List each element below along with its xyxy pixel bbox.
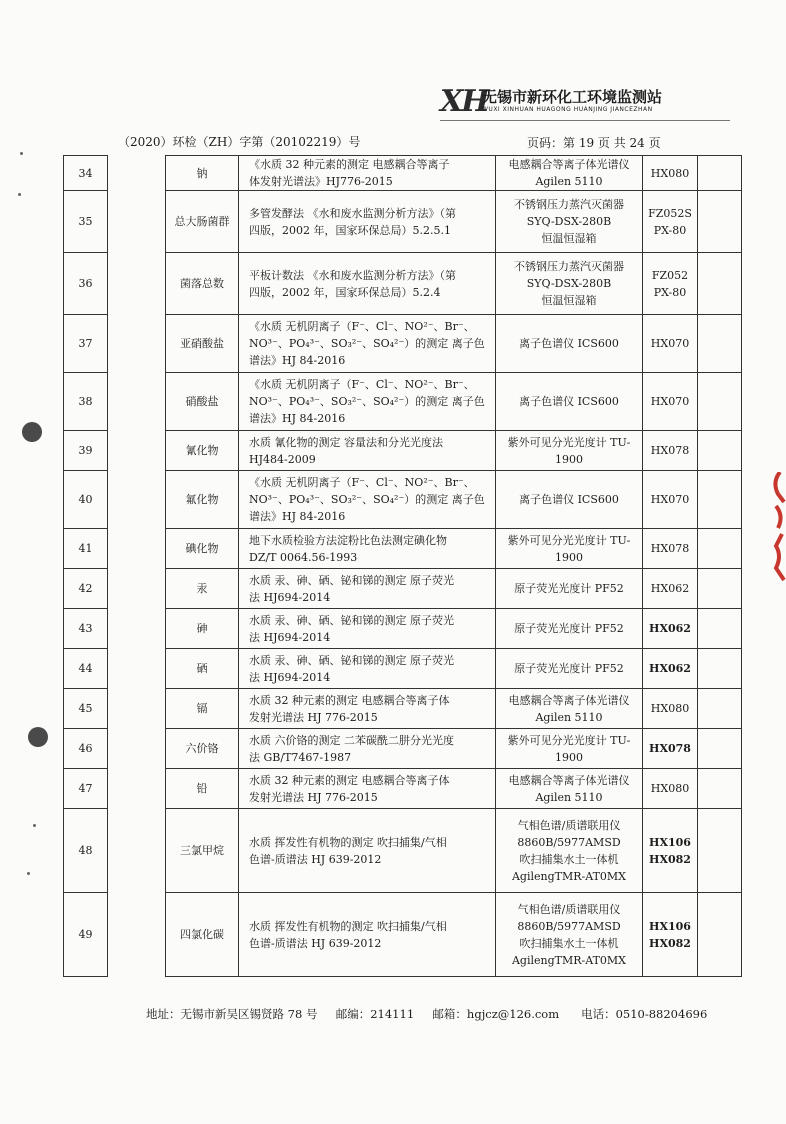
remark-cell	[698, 373, 742, 431]
row-number-cell: 42	[64, 569, 108, 609]
instrument-line: 8860B/5977AMSD	[517, 919, 621, 933]
table-row	[64, 315, 742, 373]
instrument-line: AgilengTMR-AT0MX	[511, 869, 627, 883]
test-item-cell: 碘化物	[166, 529, 239, 569]
code-line: HX080	[650, 702, 690, 715]
instrument-line: SYQ-DSX-280B	[526, 277, 612, 290]
method-cell	[239, 373, 496, 431]
instrument-cell	[496, 809, 643, 893]
test-item-cell: 三氯甲烷	[166, 809, 239, 893]
row-number-cell: 35	[64, 191, 108, 253]
instrument-line: Agilen 5110	[535, 710, 603, 724]
footer	[146, 1006, 707, 1022]
remark-cell	[698, 729, 742, 769]
row-number-cell: 41	[64, 529, 108, 569]
row-number-cell: 49	[64, 893, 108, 977]
instrument-code-cell	[643, 191, 698, 253]
category-cell	[108, 569, 166, 609]
code-line: HX080	[650, 166, 690, 180]
category-cell	[108, 769, 166, 809]
method-line: 平板计数法 《水和废水监测分析方法》（第	[249, 268, 456, 282]
instrument-code-cell	[643, 529, 698, 569]
instrument-line: 电感耦合等离子体光谱仪	[508, 158, 630, 171]
method-line: 谱法》HJ 84-2016	[249, 510, 346, 523]
row-number-cell: 37	[64, 315, 108, 373]
code-line: HX106	[649, 835, 691, 849]
table-row	[64, 191, 742, 253]
remark-cell	[698, 253, 742, 315]
footer-email: 邮箱：hgjcz@126.com	[432, 1007, 560, 1021]
instrument-line: 8860B/5977AMSD	[517, 835, 621, 849]
page-info: 页码：第 19 页 共 24 页	[527, 136, 661, 150]
method-cell	[239, 649, 496, 689]
method-cell	[239, 689, 496, 729]
method-line: 发射光谱法 HJ 776-2015	[249, 710, 378, 724]
category-cell	[108, 253, 166, 315]
instrument-code-cell	[643, 729, 698, 769]
table-row	[64, 156, 742, 191]
test-item-cell: 氰化物	[166, 431, 239, 471]
instrument-code-cell	[643, 689, 698, 729]
remark-cell	[698, 689, 742, 729]
table-row	[64, 569, 742, 609]
instrument-line: 离子色谱仪 ICS600	[519, 493, 619, 506]
instrument-cell	[496, 529, 643, 569]
red-stamp-edge	[770, 472, 786, 582]
method-line: 体发射光谱法》HJ776-2015	[249, 175, 393, 188]
method-line: 法 HJ694-2014	[249, 630, 331, 644]
row-number-cell: 45	[64, 689, 108, 729]
method-line: DZ/T 0064.56-1993	[249, 550, 358, 564]
method-cell	[239, 471, 496, 529]
instrument-cell	[496, 156, 643, 191]
instrument-cell	[496, 689, 643, 729]
test-item-cell: 氟化物	[166, 471, 239, 529]
method-cell	[239, 253, 496, 315]
instrument-line: 恒温恒湿箱	[541, 232, 597, 245]
code-line: PX-80	[653, 285, 687, 299]
instrument-line: 电感耦合等离子体光谱仪	[508, 773, 630, 787]
header-divider	[440, 120, 730, 121]
remark-cell	[698, 649, 742, 689]
code-line: FZ052	[651, 268, 689, 282]
method-cell	[239, 569, 496, 609]
remark-cell	[698, 569, 742, 609]
method-cell	[239, 191, 496, 253]
footer-address: 地址：无锡市新吴区锡贤路 78 号	[146, 1007, 318, 1021]
table-row	[64, 471, 742, 529]
code-line: HX082	[649, 936, 691, 950]
category-cell	[108, 191, 166, 253]
scan-dot	[18, 193, 21, 196]
table-row	[64, 689, 742, 729]
test-item-cell: 总大肠菌群	[166, 191, 239, 253]
remark-cell	[698, 431, 742, 471]
instrument-line: 离子色谱仪 ICS600	[519, 395, 619, 408]
method-line: 四版，2002 年，国家环保总局）5.2.4	[249, 285, 441, 299]
code-line: HX078	[649, 742, 691, 755]
method-line: 谱法》HJ 84-2016	[249, 412, 346, 425]
code-line: HX070	[650, 337, 690, 350]
table-row	[64, 253, 742, 315]
code-line: HX070	[650, 395, 690, 408]
category-cell	[108, 893, 166, 977]
instrument-cell	[496, 431, 643, 471]
table-row	[64, 431, 742, 471]
method-line: 水质 汞、砷、硒、铋和锑的测定 原子荧光	[249, 613, 454, 627]
remark-cell	[698, 809, 742, 893]
instrument-line: 原子荧光光度计 PF52	[514, 622, 624, 635]
remark-cell	[698, 315, 742, 373]
method-line: NO³⁻、PO₄³⁻、SO₃²⁻、SO₄²⁻）的测定 离子色	[249, 493, 485, 506]
method-line: 水质 32 种元素的测定 电感耦合等离子体	[249, 693, 450, 707]
method-cell	[239, 809, 496, 893]
scan-dot	[20, 152, 23, 155]
category-cell	[108, 729, 166, 769]
method-line: 色谱-质谱法 HJ 639-2012	[249, 936, 382, 950]
code-line: HX062	[650, 582, 690, 595]
instrument-code-cell	[643, 609, 698, 649]
company-logo	[440, 84, 680, 118]
instrument-line: 紫外可见分光光度计 TU-1900	[507, 435, 631, 466]
table-row	[64, 769, 742, 809]
remark-cell	[698, 893, 742, 977]
method-line: 多管发酵法 《水和废水监测分析方法》（第	[249, 206, 456, 220]
category-cell	[108, 315, 166, 373]
instrument-code-cell	[643, 373, 698, 431]
company-name-en: WUXI XINHUAN HUAGONG HUANJING JIANCEZHAN	[482, 106, 653, 113]
method-line: 《水质 无机阴离子（F⁻、Cl⁻、NO²⁻、Br⁻、	[249, 320, 475, 333]
code-line: HX078	[650, 542, 690, 555]
instrument-cell	[496, 253, 643, 315]
remark-cell	[698, 471, 742, 529]
method-line: 水质 挥发性有机物的测定 吹扫捕集/气相	[249, 835, 447, 849]
test-item-cell: 镉	[166, 689, 239, 729]
code-line: PX-80	[653, 223, 687, 237]
remark-cell	[698, 191, 742, 253]
punch-hole-top	[22, 422, 42, 442]
method-line: 水质 六价铬的测定 二苯碳酰二肼分光光度	[249, 733, 454, 747]
instrument-code-cell	[643, 471, 698, 529]
instrument-cell	[496, 729, 643, 769]
test-item-cell: 亚硝酸盐	[166, 315, 239, 373]
code-line: HX080	[650, 782, 690, 795]
instrument-line: Agilen 5110	[535, 790, 603, 804]
method-line: 谱法》HJ 84-2016	[249, 354, 346, 367]
method-line: HJ484-2009	[249, 452, 316, 466]
category-cell	[108, 431, 166, 471]
row-number-cell: 36	[64, 253, 108, 315]
row-number-cell: 38	[64, 373, 108, 431]
method-line: 水质 氰化物的测定 容量法和分光光度法	[249, 435, 443, 449]
instrument-code-cell	[643, 431, 698, 471]
method-cell	[239, 431, 496, 471]
instrument-cell	[496, 471, 643, 529]
method-cell	[239, 315, 496, 373]
instrument-code-cell	[643, 809, 698, 893]
method-cell	[239, 729, 496, 769]
remark-cell	[698, 156, 742, 191]
instrument-cell	[496, 893, 643, 977]
table-row	[64, 373, 742, 431]
instrument-code-cell	[643, 253, 698, 315]
logo-mark: XH	[440, 84, 488, 119]
row-number-cell: 48	[64, 809, 108, 893]
category-cell	[108, 471, 166, 529]
category-cell	[108, 529, 166, 569]
table-row	[64, 529, 742, 569]
instrument-code-cell	[643, 315, 698, 373]
test-item-cell: 铅	[166, 769, 239, 809]
table-row	[64, 649, 742, 689]
table-row	[64, 809, 742, 893]
test-methods-table	[63, 155, 742, 977]
instrument-line: 不锈钢压力蒸汽灭菌器	[514, 260, 624, 273]
row-number-cell: 40	[64, 471, 108, 529]
instrument-line: 气相色谱/质谱联用仪	[517, 902, 621, 916]
code-line: HX078	[650, 444, 690, 457]
instrument-code-cell	[643, 769, 698, 809]
instrument-line: 气相色谱/质谱联用仪	[517, 818, 621, 832]
category-cell	[108, 689, 166, 729]
row-number-cell: 46	[64, 729, 108, 769]
category-cell	[108, 809, 166, 893]
method-cell	[239, 769, 496, 809]
method-line: 水质 汞、砷、硒、铋和锑的测定 原子荧光	[249, 653, 454, 667]
instrument-code-cell	[643, 156, 698, 191]
instrument-line: 原子荧光光度计 PF52	[514, 662, 624, 675]
instrument-line: 吹扫捕集水土一体机	[519, 936, 619, 950]
category-cell	[108, 649, 166, 689]
code-line: FZ052S	[648, 206, 692, 220]
remark-cell	[698, 769, 742, 809]
instrument-cell	[496, 769, 643, 809]
method-line: 四版，2002 年，国家环保总局）5.2.5.1	[249, 223, 451, 237]
method-line: 色谱-质谱法 HJ 639-2012	[249, 852, 382, 866]
row-number-cell: 34	[64, 156, 108, 191]
row-number-cell: 47	[64, 769, 108, 809]
footer-phone: 电话：0510-88204696	[581, 1007, 708, 1021]
method-line: 《水质 32 种元素的测定 电感耦合等离子	[249, 158, 450, 171]
row-number-cell: 43	[64, 609, 108, 649]
instrument-line: SYQ-DSX-280B	[526, 215, 612, 228]
method-line: 水质 挥发性有机物的测定 吹扫捕集/气相	[249, 919, 447, 933]
method-line: 《水质 无机阴离子（F⁻、Cl⁻、NO²⁻、Br⁻、	[249, 476, 475, 489]
instrument-cell	[496, 315, 643, 373]
instrument-cell	[496, 569, 643, 609]
row-number-cell: 39	[64, 431, 108, 471]
method-line: 法 HJ694-2014	[249, 670, 331, 684]
method-line: 法 GB/T7467-1987	[249, 750, 352, 764]
category-cell	[108, 609, 166, 649]
remark-cell	[698, 609, 742, 649]
code-line: HX062	[649, 662, 691, 675]
code-line: HX070	[650, 493, 690, 506]
code-line: HX106	[649, 919, 691, 933]
instrument-cell	[496, 373, 643, 431]
method-line: 《水质 无机阴离子（F⁻、Cl⁻、NO²⁻、Br⁻、	[249, 378, 475, 391]
test-item-cell: 硒	[166, 649, 239, 689]
instrument-line: Agilen 5110	[535, 175, 603, 188]
method-cell	[239, 893, 496, 977]
instrument-line: AgilengTMR-AT0MX	[511, 953, 627, 967]
test-item-cell: 钠	[166, 156, 239, 191]
scan-dot	[33, 824, 36, 827]
method-cell	[239, 609, 496, 649]
method-cell	[239, 156, 496, 191]
footer-postcode: 邮编：214111	[335, 1007, 415, 1021]
instrument-code-cell	[643, 569, 698, 609]
test-item-cell: 菌落总数	[166, 253, 239, 315]
instrument-code-cell	[643, 893, 698, 977]
instrument-line: 离子色谱仪 ICS600	[519, 337, 619, 350]
table-row	[64, 893, 742, 977]
instrument-cell	[496, 649, 643, 689]
instrument-line: 电感耦合等离子体光谱仪	[508, 693, 630, 707]
table-row	[64, 729, 742, 769]
instrument-line: 不锈钢压力蒸汽灭菌器	[514, 198, 624, 211]
method-line: 法 HJ694-2014	[249, 590, 331, 604]
instrument-cell	[496, 191, 643, 253]
table-row	[64, 609, 742, 649]
test-item-cell: 砷	[166, 609, 239, 649]
company-name-cn: 无锡市新环化工环境监测站	[482, 88, 663, 106]
method-line: NO³⁻、PO₄³⁻、SO₃²⁻、SO₄²⁻）的测定 离子色	[249, 337, 485, 350]
instrument-line: 原子荧光光度计 PF52	[514, 582, 624, 595]
method-line: 水质 32 种元素的测定 电感耦合等离子体	[249, 773, 450, 787]
category-cell	[108, 373, 166, 431]
instrument-line: 紫外可见分光光度计 TU-1900	[507, 533, 631, 564]
instrument-line: 恒温恒湿箱	[541, 294, 597, 307]
method-cell	[239, 529, 496, 569]
instrument-cell	[496, 609, 643, 649]
code-line: HX062	[649, 622, 691, 635]
instrument-line: 吹扫捕集水土一体机	[519, 852, 619, 866]
test-item-cell: 四氯化碳	[166, 893, 239, 977]
remark-cell	[698, 529, 742, 569]
test-item-cell: 六价铬	[166, 729, 239, 769]
instrument-code-cell	[643, 649, 698, 689]
method-line: 水质 汞、砷、硒、铋和锑的测定 原子荧光	[249, 573, 454, 587]
test-item-cell: 汞	[166, 569, 239, 609]
report-number: （2020）环检（ZH）字第（20102219）号	[118, 135, 361, 149]
test-item-cell: 硝酸盐	[166, 373, 239, 431]
punch-hole-bottom	[28, 727, 48, 747]
method-line: 地下水质检验方法淀粉比色法测定碘化物	[249, 533, 447, 547]
instrument-line: 紫外可见分光光度计 TU-1900	[507, 733, 631, 764]
row-number-cell: 44	[64, 649, 108, 689]
scan-dot	[27, 872, 30, 875]
code-line: HX082	[649, 852, 691, 866]
method-line: 发射光谱法 HJ 776-2015	[249, 790, 378, 804]
category-cell	[108, 156, 166, 191]
method-line: NO³⁻、PO₄³⁻、SO₃²⁻、SO₄²⁻）的测定 离子色	[249, 395, 485, 408]
